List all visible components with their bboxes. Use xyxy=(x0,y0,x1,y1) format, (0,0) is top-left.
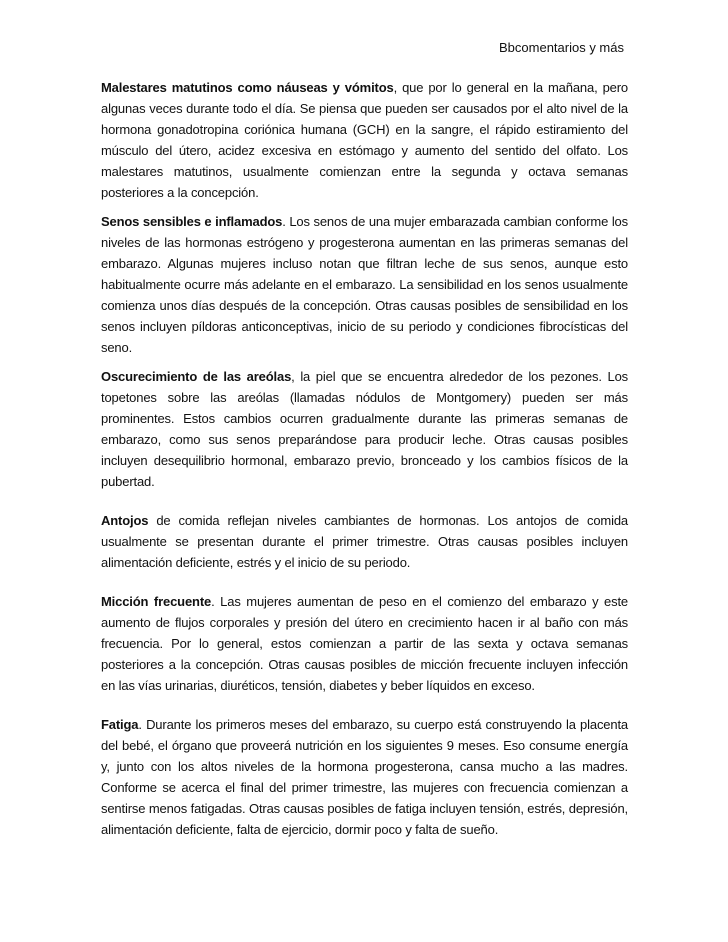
paragraph-text: . Las mujeres aumentan de peso en el comienzo del embarazo y este aumento de flujos corporales y presión del útero en crecimiento hacen ir al baño con más frecuencia. Por lo general, estos comienzan a partir de las sexta y octava semanas posteriores a la concepción. Otras causas posibles de micción frecuente incluyen infección en las vías urinarias, diuréticos, tensión, diabetes y beber líquidos en exceso. xyxy=(101,594,628,693)
paragraph-urination xyxy=(101,591,628,696)
paragraph-term: Senos sensibles e inflamados xyxy=(101,214,283,229)
paragraph-cravings xyxy=(101,510,628,573)
paragraph-breasts xyxy=(101,211,628,358)
page-header: Bbcomentarios y más xyxy=(499,40,624,55)
paragraph-text: . Durante los primeros meses del embarazo, su cuerpo está construyendo la placenta del bebé, el órgano que proveerá nutrición en los siguientes 9 meses. Eso consume energía y, junto con los altos niveles de la hormona progesterona, cansa mucho a las madres. Conforme se acerca el final del primer trimestre, las mujeres con frecuencia comienzan a sentirse menos fatigadas. Otras causas posibles de fatiga incluyen tensión, estrés, depresión, alimentación deficiente, falta de ejercicio, dormir poco y falta de sueño. xyxy=(101,717,628,837)
paragraph-text: , que por lo general en la mañana, pero algunas veces durante todo el día. Se piensa que pueden ser causados por el alto nivel de la hormona gonadotropina coriónica humana (GCH) en la sangre, el rápido estiramiento del músculo del útero, acidez excesiva en estómago y aumento del sentido del olfato. Los malestares matutinos, usualmente comienzan entre la segunda y octava semanas posteriores a la concepción. xyxy=(101,80,628,200)
paragraph-term: Fatiga xyxy=(101,717,139,732)
paragraph-text: , la piel que se encuentra alrededor de los pezones. Los topetones sobre las areólas (llamadas nódulos de Montgomery) pueden ser más prominentes. Estos cambios ocurren gradualmente durante las primeras semanas de embarazo, como sus senos preparándose para producir leche. Otras causas posibles incluyen desequilibrio hormonal, embarazo previo, bronceado y los cambios físicos de la pubertad. xyxy=(101,369,628,489)
paragraph-term: Micción frecuente xyxy=(101,594,212,609)
document-body xyxy=(101,77,628,848)
paragraph-term: Malestares matutinos como náuseas y vómitos xyxy=(101,80,394,95)
paragraph-fatigue xyxy=(101,714,628,840)
paragraph-text: . Los senos de una mujer embarazada cambian conforme los niveles de las hormonas estrógeno y progesterona aumentan en las primeras semanas del embarazo. Algunas mujeres incluso notan que filtran leche de sus senos, aunque esto habitualmente ocurre más adelante en el embarazo. La sensibilidad en los senos usualmente comienza unos días después de la concepción. Otras causas posibles de sensibilidad en los senos incluyen píldoras anticonceptivas, inicio de su periodo y condiciones fibrocísticas del seno. xyxy=(101,214,628,355)
paragraph-term: Oscurecimiento de las areólas xyxy=(101,369,292,384)
paragraph-areolas xyxy=(101,366,628,492)
paragraph-text: de comida reflejan niveles cambiantes de hormonas. Los antojos de comida usualmente se presentan durante el primer trimestre. Otras causas posibles incluyen alimentación deficiente, estrés y el inicio de su periodo. xyxy=(101,513,628,570)
paragraph-morning-sickness xyxy=(101,77,628,203)
paragraph-term: Antojos xyxy=(101,513,149,528)
